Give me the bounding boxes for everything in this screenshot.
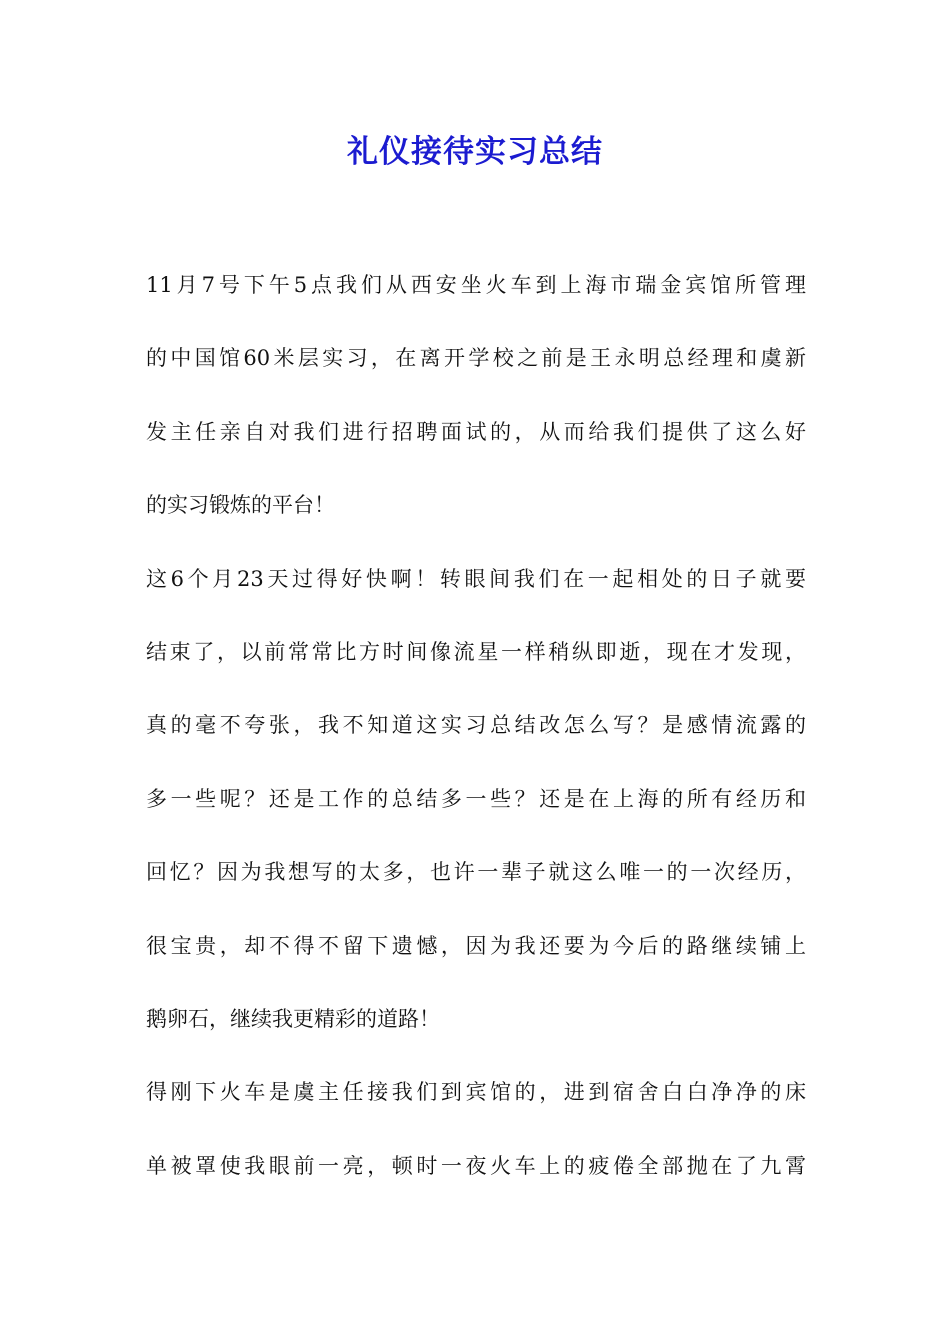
document-title: 礼仪接待实习总结	[347, 134, 603, 170]
text-line: 很宝贵，却不得不留下遗憾，因为我还要为今后的路继续铺上	[146, 933, 806, 958]
text-line: 多一些呢？还是工作的总结多一些？还是在上海的所有经历和	[146, 786, 806, 811]
text-line: 11月7号下午5点我们从西安坐火车到上海市瑞金宾馆所管理	[146, 273, 806, 297]
text-line: 得刚下火车是虞主任接我们到宾馆的，进到宿舍白白净净的床	[146, 1080, 806, 1105]
document-body	[146, 262, 806, 1216]
text-line: 单被罩使我眼前一亮，顿时一夜火车上的疲倦全部抛在了九霄	[146, 1153, 806, 1178]
text-line: 发主任亲自对我们进行招聘面试的，从而给我们提供了这么好	[146, 419, 806, 444]
text-line: 鹅卵石，继续我更精彩的道路！	[146, 1006, 440, 1031]
text-line: 结束了，以前常常比方时间像流星一样稍纵即逝，现在才发现，	[146, 639, 806, 664]
text-line: 的实习锻炼的平台！	[146, 493, 335, 518]
text-line: 的中国馆60米层实习，在离开学校之前是王永明总经理和虞新	[146, 346, 806, 371]
text-line: 真的毫不夸张，我不知道这实习总结改怎么写？是感情流露的	[146, 713, 806, 738]
text-line: 这6个月23天过得好快啊！转眼间我们在一起相处的日子就要	[146, 566, 806, 591]
text-line: 回忆？因为我想写的太多，也许一辈子就这么唯一的一次经历，	[146, 860, 806, 885]
